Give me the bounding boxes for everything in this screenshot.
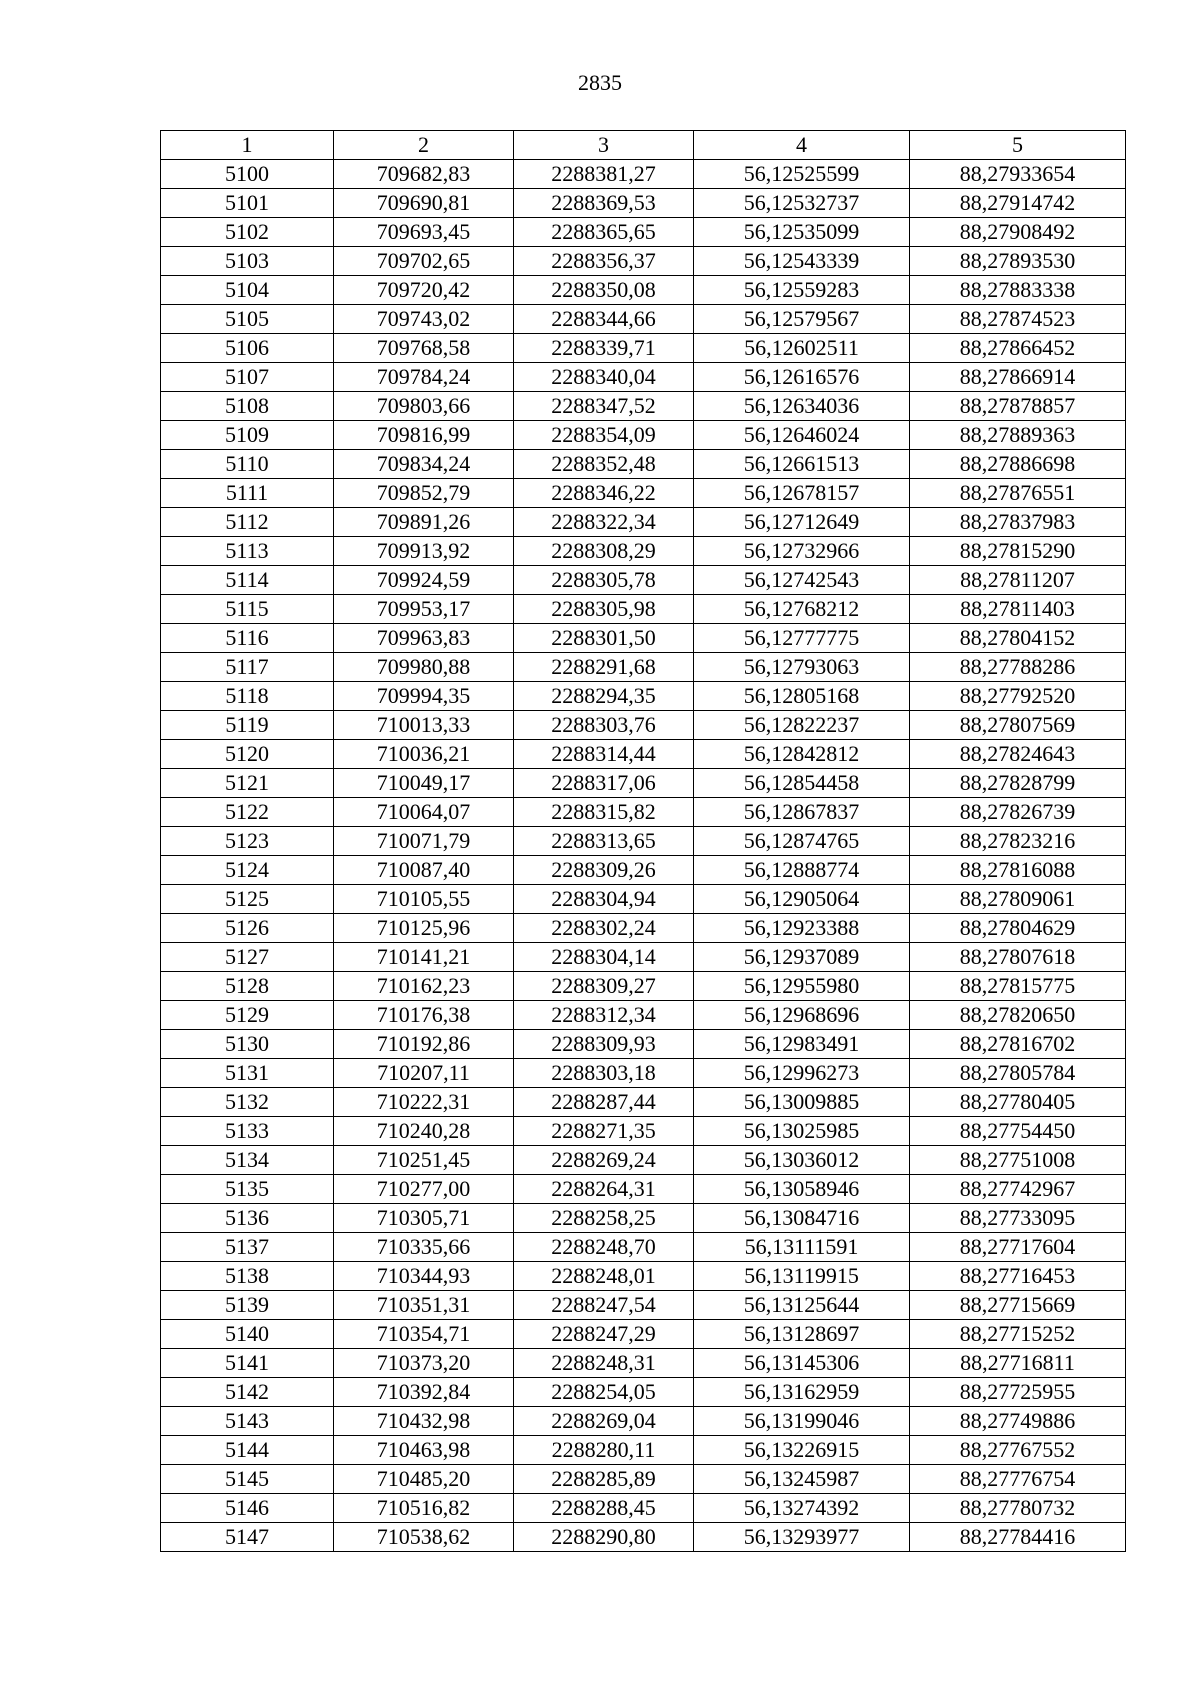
table-cell: 2288315,82 bbox=[514, 798, 694, 827]
table-row bbox=[161, 1175, 1126, 1204]
table-cell: 88,27751008 bbox=[910, 1146, 1126, 1175]
table-cell: 2288254,05 bbox=[514, 1378, 694, 1407]
table-cell: 709891,26 bbox=[334, 508, 514, 537]
table-cell: 5139 bbox=[161, 1291, 334, 1320]
table-cell: 56,13036012 bbox=[694, 1146, 910, 1175]
table-cell: 2288248,70 bbox=[514, 1233, 694, 1262]
table-cell: 710162,23 bbox=[334, 972, 514, 1001]
table-cell: 56,12822237 bbox=[694, 711, 910, 740]
table-row bbox=[161, 682, 1126, 711]
table-cell: 88,27804152 bbox=[910, 624, 1126, 653]
table-cell: 2288344,66 bbox=[514, 305, 694, 334]
table-cell: 709702,65 bbox=[334, 247, 514, 276]
table-cell: 2288339,71 bbox=[514, 334, 694, 363]
table-row bbox=[161, 1001, 1126, 1030]
table-cell: 5135 bbox=[161, 1175, 334, 1204]
table-cell: 88,27754450 bbox=[910, 1117, 1126, 1146]
table-cell: 709994,35 bbox=[334, 682, 514, 711]
table-cell: 2288301,50 bbox=[514, 624, 694, 653]
table-row bbox=[161, 1262, 1126, 1291]
table-cell: 5132 bbox=[161, 1088, 334, 1117]
table-cell: 88,27866914 bbox=[910, 363, 1126, 392]
table-cell: 5126 bbox=[161, 914, 334, 943]
table-cell: 5123 bbox=[161, 827, 334, 856]
table-cell: 88,27809061 bbox=[910, 885, 1126, 914]
table-cell: 710463,98 bbox=[334, 1436, 514, 1465]
table-cell: 2288347,52 bbox=[514, 392, 694, 421]
table-cell: 88,27908492 bbox=[910, 218, 1126, 247]
table-row bbox=[161, 218, 1126, 247]
table-row bbox=[161, 537, 1126, 566]
table-cell: 2288285,89 bbox=[514, 1465, 694, 1494]
table-row bbox=[161, 624, 1126, 653]
table-cell: 5108 bbox=[161, 392, 334, 421]
table-row bbox=[161, 479, 1126, 508]
table-row bbox=[161, 1494, 1126, 1523]
table-cell: 88,27780405 bbox=[910, 1088, 1126, 1117]
table-row bbox=[161, 943, 1126, 972]
table-cell: 710064,07 bbox=[334, 798, 514, 827]
table-cell: 56,13009885 bbox=[694, 1088, 910, 1117]
table-cell: 5127 bbox=[161, 943, 334, 972]
table-cell: 88,27788286 bbox=[910, 653, 1126, 682]
table-cell: 88,27749886 bbox=[910, 1407, 1126, 1436]
table-cell: 56,12777775 bbox=[694, 624, 910, 653]
table-cell: 88,27811207 bbox=[910, 566, 1126, 595]
table-row bbox=[161, 856, 1126, 885]
table-cell: 2288354,09 bbox=[514, 421, 694, 450]
table-cell: 2288294,35 bbox=[514, 682, 694, 711]
table-cell: 2288369,53 bbox=[514, 189, 694, 218]
table-cell: 5136 bbox=[161, 1204, 334, 1233]
table-cell: 88,27805784 bbox=[910, 1059, 1126, 1088]
table-row bbox=[161, 885, 1126, 914]
table-cell: 5117 bbox=[161, 653, 334, 682]
table-cell: 5105 bbox=[161, 305, 334, 334]
table-cell: 2288247,54 bbox=[514, 1291, 694, 1320]
table-cell: 88,27807618 bbox=[910, 943, 1126, 972]
table-cell: 710036,21 bbox=[334, 740, 514, 769]
table-cell: 2288305,78 bbox=[514, 566, 694, 595]
table-row bbox=[161, 160, 1126, 189]
table-row bbox=[161, 1465, 1126, 1494]
table-cell: 710125,96 bbox=[334, 914, 514, 943]
table-cell: 56,13025985 bbox=[694, 1117, 910, 1146]
table-row bbox=[161, 421, 1126, 450]
table-cell: 56,12867837 bbox=[694, 798, 910, 827]
table-cell: 56,12937089 bbox=[694, 943, 910, 972]
table-cell: 5109 bbox=[161, 421, 334, 450]
table-row bbox=[161, 1233, 1126, 1262]
table-cell: 2288248,01 bbox=[514, 1262, 694, 1291]
table-cell: 2288365,65 bbox=[514, 218, 694, 247]
table-cell: 5124 bbox=[161, 856, 334, 885]
table-cell: 709816,99 bbox=[334, 421, 514, 450]
table-cell: 56,12616576 bbox=[694, 363, 910, 392]
table-cell: 56,12732966 bbox=[694, 537, 910, 566]
table-cell: 2288280,11 bbox=[514, 1436, 694, 1465]
table-cell: 5100 bbox=[161, 160, 334, 189]
table-cell: 5104 bbox=[161, 276, 334, 305]
table-cell: 56,12888774 bbox=[694, 856, 910, 885]
table-cell: 709852,79 bbox=[334, 479, 514, 508]
table-cell: 56,12842812 bbox=[694, 740, 910, 769]
table-cell: 710222,31 bbox=[334, 1088, 514, 1117]
table-cell: 88,27823216 bbox=[910, 827, 1126, 856]
table-cell: 56,12634036 bbox=[694, 392, 910, 421]
table-cell: 56,13293977 bbox=[694, 1523, 910, 1552]
table-cell: 56,12983491 bbox=[694, 1030, 910, 1059]
table-cell: 88,27715669 bbox=[910, 1291, 1126, 1320]
table-cell: 2288269,04 bbox=[514, 1407, 694, 1436]
table-cell: 710432,98 bbox=[334, 1407, 514, 1436]
table-cell: 5146 bbox=[161, 1494, 334, 1523]
table-cell: 56,13125644 bbox=[694, 1291, 910, 1320]
table-cell: 5138 bbox=[161, 1262, 334, 1291]
page-number: 2835 bbox=[578, 70, 622, 95]
table-cell: 88,27716453 bbox=[910, 1262, 1126, 1291]
table-cell: 88,27776754 bbox=[910, 1465, 1126, 1494]
table-cell: 56,12854458 bbox=[694, 769, 910, 798]
table-row bbox=[161, 450, 1126, 479]
table-cell: 56,13145306 bbox=[694, 1349, 910, 1378]
table-cell: 2288248,31 bbox=[514, 1349, 694, 1378]
table-cell: 56,13245987 bbox=[694, 1465, 910, 1494]
table-cell: 709720,42 bbox=[334, 276, 514, 305]
table-cell: 88,27816702 bbox=[910, 1030, 1126, 1059]
table-cell: 88,27811403 bbox=[910, 595, 1126, 624]
table-cell: 5114 bbox=[161, 566, 334, 595]
table-row bbox=[161, 1117, 1126, 1146]
table-row bbox=[161, 1146, 1126, 1175]
table-cell: 56,12678157 bbox=[694, 479, 910, 508]
table-row bbox=[161, 711, 1126, 740]
table-cell: 56,13058946 bbox=[694, 1175, 910, 1204]
table-cell: 2288309,93 bbox=[514, 1030, 694, 1059]
table-cell: 5118 bbox=[161, 682, 334, 711]
table-row bbox=[161, 276, 1126, 305]
table-cell: 5130 bbox=[161, 1030, 334, 1059]
table-cell: 710013,33 bbox=[334, 711, 514, 740]
table-cell: 710105,55 bbox=[334, 885, 514, 914]
table-cell: 88,27804629 bbox=[910, 914, 1126, 943]
table-row bbox=[161, 1436, 1126, 1465]
table-cell: 5122 bbox=[161, 798, 334, 827]
table-cell: 710176,38 bbox=[334, 1001, 514, 1030]
table-cell: 88,27815775 bbox=[910, 972, 1126, 1001]
table-cell: 5111 bbox=[161, 479, 334, 508]
table-cell: 2288291,68 bbox=[514, 653, 694, 682]
table-cell: 710141,21 bbox=[334, 943, 514, 972]
table-cell: 710344,93 bbox=[334, 1262, 514, 1291]
table-cell: 2288247,29 bbox=[514, 1320, 694, 1349]
table-cell: 2288309,26 bbox=[514, 856, 694, 885]
column-header-1: 1 bbox=[161, 131, 334, 160]
table-cell: 5101 bbox=[161, 189, 334, 218]
table-cell: 56,13128697 bbox=[694, 1320, 910, 1349]
table-cell: 88,27876551 bbox=[910, 479, 1126, 508]
table-cell: 5121 bbox=[161, 769, 334, 798]
table-cell: 5134 bbox=[161, 1146, 334, 1175]
table-row bbox=[161, 566, 1126, 595]
table-cell: 2288269,24 bbox=[514, 1146, 694, 1175]
table-cell: 2288288,45 bbox=[514, 1494, 694, 1523]
table-cell: 5133 bbox=[161, 1117, 334, 1146]
table-cell: 56,13226915 bbox=[694, 1436, 910, 1465]
column-header-3: 3 bbox=[514, 131, 694, 160]
table-cell: 710049,17 bbox=[334, 769, 514, 798]
table-cell: 88,27715252 bbox=[910, 1320, 1126, 1349]
table-cell: 56,12559283 bbox=[694, 276, 910, 305]
table-cell: 2288314,44 bbox=[514, 740, 694, 769]
table-row bbox=[161, 1349, 1126, 1378]
table-cell: 710516,82 bbox=[334, 1494, 514, 1523]
table-cell: 56,12905064 bbox=[694, 885, 910, 914]
table-cell: 56,13274392 bbox=[694, 1494, 910, 1523]
table-row bbox=[161, 740, 1126, 769]
table-cell: 709963,83 bbox=[334, 624, 514, 653]
table-cell: 5106 bbox=[161, 334, 334, 363]
table-cell: 2288304,94 bbox=[514, 885, 694, 914]
table-cell: 88,27780732 bbox=[910, 1494, 1126, 1523]
table-cell: 5113 bbox=[161, 537, 334, 566]
table-cell: 2288340,04 bbox=[514, 363, 694, 392]
table-cell: 56,13199046 bbox=[694, 1407, 910, 1436]
table-cell: 56,12793063 bbox=[694, 653, 910, 682]
header-row bbox=[161, 131, 1126, 160]
table-row bbox=[161, 1378, 1126, 1407]
table-cell: 710071,79 bbox=[334, 827, 514, 856]
table-cell: 56,13084716 bbox=[694, 1204, 910, 1233]
table-cell: 709768,58 bbox=[334, 334, 514, 363]
table-cell: 5142 bbox=[161, 1378, 334, 1407]
table-cell: 56,12955980 bbox=[694, 972, 910, 1001]
table-cell: 88,27725955 bbox=[910, 1378, 1126, 1407]
table-cell: 5147 bbox=[161, 1523, 334, 1552]
table-row bbox=[161, 1407, 1126, 1436]
table-cell: 88,27816088 bbox=[910, 856, 1126, 885]
table-cell: 88,27742967 bbox=[910, 1175, 1126, 1204]
table-cell: 56,12768212 bbox=[694, 595, 910, 624]
table-cell: 2288290,80 bbox=[514, 1523, 694, 1552]
table-cell: 710392,84 bbox=[334, 1378, 514, 1407]
table-cell: 2288303,18 bbox=[514, 1059, 694, 1088]
table-cell: 56,12535099 bbox=[694, 218, 910, 247]
table-cell: 56,12525599 bbox=[694, 160, 910, 189]
column-header-5: 5 bbox=[910, 131, 1126, 160]
table-cell: 5137 bbox=[161, 1233, 334, 1262]
table-cell: 2288352,48 bbox=[514, 450, 694, 479]
column-header-2: 2 bbox=[334, 131, 514, 160]
table-cell: 710207,11 bbox=[334, 1059, 514, 1088]
table-row bbox=[161, 1059, 1126, 1088]
table-cell: 2288264,31 bbox=[514, 1175, 694, 1204]
table-row bbox=[161, 653, 1126, 682]
table-cell: 88,27815290 bbox=[910, 537, 1126, 566]
table-cell: 56,12543339 bbox=[694, 247, 910, 276]
table-cell: 2288308,29 bbox=[514, 537, 694, 566]
table-cell: 709690,81 bbox=[334, 189, 514, 218]
table-cell: 88,27883338 bbox=[910, 276, 1126, 305]
table-row bbox=[161, 827, 1126, 856]
table-cell: 2288322,34 bbox=[514, 508, 694, 537]
table-cell: 56,13111591 bbox=[694, 1233, 910, 1262]
table-cell: 88,27914742 bbox=[910, 189, 1126, 218]
table-row bbox=[161, 508, 1126, 537]
table-cell: 2288302,24 bbox=[514, 914, 694, 943]
table-cell: 88,27717604 bbox=[910, 1233, 1126, 1262]
table-cell: 88,27826739 bbox=[910, 798, 1126, 827]
table-cell: 710277,00 bbox=[334, 1175, 514, 1204]
table-cell: 710240,28 bbox=[334, 1117, 514, 1146]
table-cell: 2288312,34 bbox=[514, 1001, 694, 1030]
table-cell: 2288287,44 bbox=[514, 1088, 694, 1117]
table-cell: 88,27807569 bbox=[910, 711, 1126, 740]
table-cell: 56,12712649 bbox=[694, 508, 910, 537]
table-cell: 5128 bbox=[161, 972, 334, 1001]
table-cell: 56,12646024 bbox=[694, 421, 910, 450]
table-cell: 56,12602511 bbox=[694, 334, 910, 363]
table-cell: 709693,45 bbox=[334, 218, 514, 247]
table-cell: 2288356,37 bbox=[514, 247, 694, 276]
table-cell: 5112 bbox=[161, 508, 334, 537]
table-row bbox=[161, 305, 1126, 334]
table-cell: 56,12923388 bbox=[694, 914, 910, 943]
table-cell: 5119 bbox=[161, 711, 334, 740]
table-cell: 5102 bbox=[161, 218, 334, 247]
table-cell: 2288304,14 bbox=[514, 943, 694, 972]
table-cell: 5145 bbox=[161, 1465, 334, 1494]
table-cell: 2288381,27 bbox=[514, 160, 694, 189]
table-cell: 710192,86 bbox=[334, 1030, 514, 1059]
table-cell: 88,27716811 bbox=[910, 1349, 1126, 1378]
table-cell: 88,27820650 bbox=[910, 1001, 1126, 1030]
table-cell: 88,27874523 bbox=[910, 305, 1126, 334]
table-cell: 5131 bbox=[161, 1059, 334, 1088]
table-cell: 709913,92 bbox=[334, 537, 514, 566]
table-cell: 88,27837983 bbox=[910, 508, 1126, 537]
table-cell: 710335,66 bbox=[334, 1233, 514, 1262]
table-cell: 710087,40 bbox=[334, 856, 514, 885]
table-row bbox=[161, 1204, 1126, 1233]
table-row bbox=[161, 1088, 1126, 1117]
table-row bbox=[161, 972, 1126, 1001]
table-cell: 2288258,25 bbox=[514, 1204, 694, 1233]
table-cell: 56,12532737 bbox=[694, 189, 910, 218]
table-cell: 709834,24 bbox=[334, 450, 514, 479]
table-cell: 2288303,76 bbox=[514, 711, 694, 740]
table-cell: 710354,71 bbox=[334, 1320, 514, 1349]
table-row bbox=[161, 392, 1126, 421]
table-cell: 88,27866452 bbox=[910, 334, 1126, 363]
table-cell: 88,27784416 bbox=[910, 1523, 1126, 1552]
table-row bbox=[161, 1291, 1126, 1320]
table-cell: 56,12661513 bbox=[694, 450, 910, 479]
table-row bbox=[161, 363, 1126, 392]
table-cell: 56,12579567 bbox=[694, 305, 910, 334]
table-cell: 2288305,98 bbox=[514, 595, 694, 624]
table-row bbox=[161, 798, 1126, 827]
table-row bbox=[161, 595, 1126, 624]
column-header-4: 4 bbox=[694, 131, 910, 160]
table-cell: 5110 bbox=[161, 450, 334, 479]
table-row bbox=[161, 189, 1126, 218]
table-cell: 2288271,35 bbox=[514, 1117, 694, 1146]
table-cell: 709784,24 bbox=[334, 363, 514, 392]
table-cell: 710485,20 bbox=[334, 1465, 514, 1494]
table-cell: 2288350,08 bbox=[514, 276, 694, 305]
table-cell: 5125 bbox=[161, 885, 334, 914]
table-cell: 88,27889363 bbox=[910, 421, 1126, 450]
table-cell: 88,27893530 bbox=[910, 247, 1126, 276]
table-cell: 56,12968696 bbox=[694, 1001, 910, 1030]
table-cell: 709803,66 bbox=[334, 392, 514, 421]
table-header bbox=[161, 131, 1126, 160]
table-cell: 709682,83 bbox=[334, 160, 514, 189]
table-body bbox=[161, 160, 1126, 1552]
table-row bbox=[161, 247, 1126, 276]
table-row bbox=[161, 1320, 1126, 1349]
table-cell: 5120 bbox=[161, 740, 334, 769]
table-cell: 709980,88 bbox=[334, 653, 514, 682]
table-cell: 2288313,65 bbox=[514, 827, 694, 856]
table-cell: 88,27933654 bbox=[910, 160, 1126, 189]
table-row bbox=[161, 334, 1126, 363]
table-cell: 5144 bbox=[161, 1436, 334, 1465]
table-cell: 710538,62 bbox=[334, 1523, 514, 1552]
table-cell: 710251,45 bbox=[334, 1146, 514, 1175]
table-cell: 5141 bbox=[161, 1349, 334, 1378]
table-cell: 56,12805168 bbox=[694, 682, 910, 711]
table-cell: 710305,71 bbox=[334, 1204, 514, 1233]
table-cell: 2288309,27 bbox=[514, 972, 694, 1001]
table-cell: 5140 bbox=[161, 1320, 334, 1349]
table-cell: 5129 bbox=[161, 1001, 334, 1030]
table-cell: 56,12996273 bbox=[694, 1059, 910, 1088]
table-cell: 5103 bbox=[161, 247, 334, 276]
table-cell: 5107 bbox=[161, 363, 334, 392]
table-cell: 5143 bbox=[161, 1407, 334, 1436]
table-row bbox=[161, 1030, 1126, 1059]
table-cell: 56,12874765 bbox=[694, 827, 910, 856]
table-cell: 88,27828799 bbox=[910, 769, 1126, 798]
table-cell: 5115 bbox=[161, 595, 334, 624]
table-cell: 709743,02 bbox=[334, 305, 514, 334]
table-cell: 2288346,22 bbox=[514, 479, 694, 508]
table-cell: 88,27792520 bbox=[910, 682, 1126, 711]
table-cell: 56,13162959 bbox=[694, 1378, 910, 1407]
table-row bbox=[161, 1523, 1126, 1552]
table-row bbox=[161, 914, 1126, 943]
table-cell: 88,27767552 bbox=[910, 1436, 1126, 1465]
table-cell: 709924,59 bbox=[334, 566, 514, 595]
table-row bbox=[161, 769, 1126, 798]
table-cell: 56,12742543 bbox=[694, 566, 910, 595]
table-cell: 56,13119915 bbox=[694, 1262, 910, 1291]
table-cell: 5116 bbox=[161, 624, 334, 653]
table-cell: 88,27886698 bbox=[910, 450, 1126, 479]
table-cell: 88,27878857 bbox=[910, 392, 1126, 421]
table-cell: 88,27824643 bbox=[910, 740, 1126, 769]
table-cell: 710351,31 bbox=[334, 1291, 514, 1320]
coordinates-table bbox=[160, 130, 1126, 1552]
table-cell: 709953,17 bbox=[334, 595, 514, 624]
table-cell: 88,27733095 bbox=[910, 1204, 1126, 1233]
table-cell: 710373,20 bbox=[334, 1349, 514, 1378]
table-cell: 2288317,06 bbox=[514, 769, 694, 798]
